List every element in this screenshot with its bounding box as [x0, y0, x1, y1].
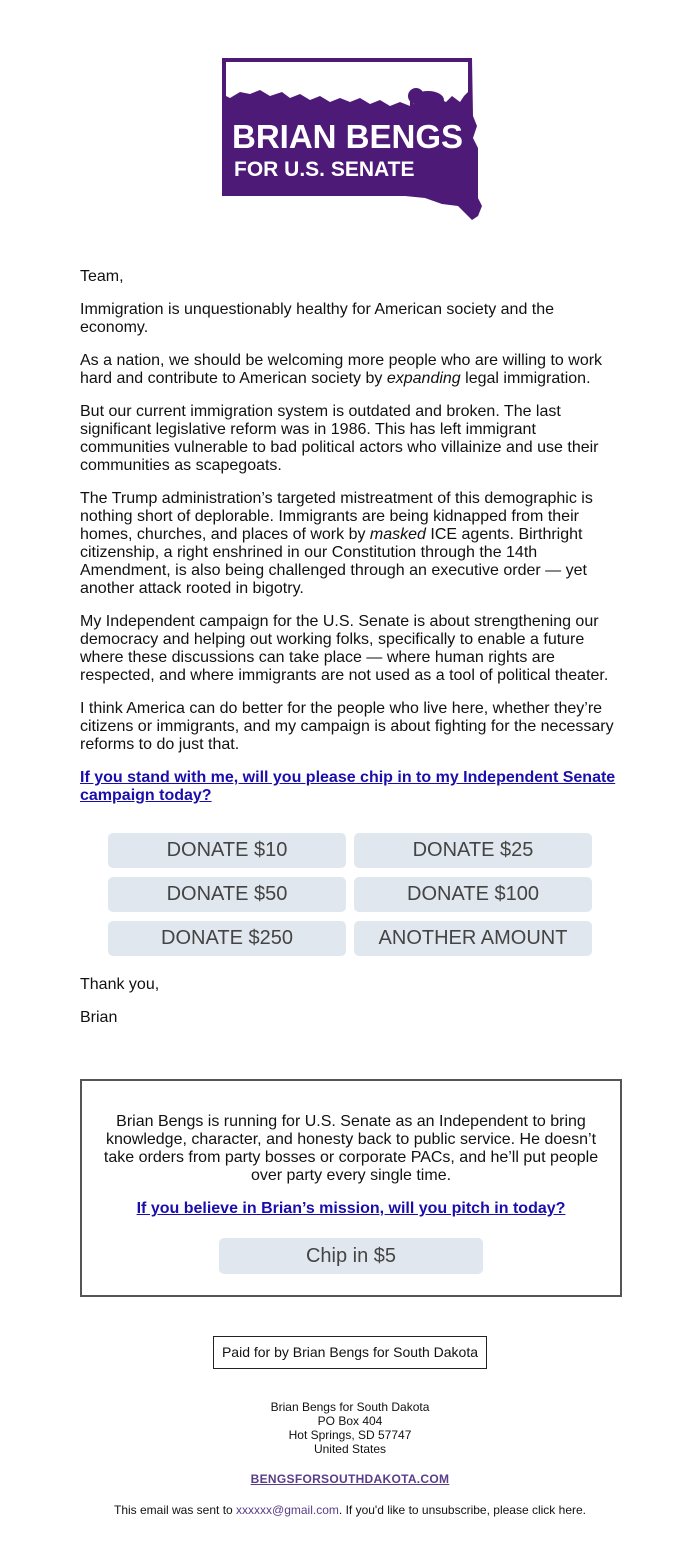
- letter-body: [80, 268, 620, 827]
- donate-50-button[interactable]: DONATE $50: [108, 877, 346, 912]
- paragraph-4: [80, 490, 620, 598]
- paragraph-1: Immigration is unquestionably healthy for American society and the economy.: [80, 301, 555, 336]
- paragraph-2: [80, 352, 620, 388]
- mission-box: [80, 1079, 622, 1297]
- donate-other-amount-button[interactable]: ANOTHER AMOUNT: [354, 921, 592, 956]
- donate-cta-link[interactable]: If you stand with me, will you please chip in to my Independent Senate campaign today?: [80, 769, 616, 804]
- p2-text-b: legal immigration.: [460, 370, 591, 387]
- p4-emphasis: masked: [369, 526, 426, 543]
- mission-text: Brian Bengs is running for U.S. Senate as an Independent to bring knowledge, character, and honesty back to public service. He doesn’t take orders from party bosses or corporate PACs, and he’ll put people over party every single time.: [103, 1113, 599, 1184]
- mailing-address: [0, 1400, 700, 1456]
- greeting: Team,: [80, 268, 124, 285]
- website-link[interactable]: BENGSFORSOUTHDAKOTA.COM: [250, 1472, 450, 1486]
- address-country: United States: [313, 1442, 387, 1456]
- chip-in-button[interactable]: Chip in $5: [219, 1238, 483, 1274]
- p2-text-a: As a nation, we should be welcoming more people who are willing to work hard and contribute to American society by: [80, 352, 603, 387]
- donate-25-button[interactable]: DONATE $25: [354, 833, 592, 868]
- p4-text-a: The Trump administration’s targeted mistreatment of this demographic is nothing short of deplorable. Immigrants are being kidnapped from their homes, churches, and places of work by: [80, 490, 593, 543]
- donate-10-button[interactable]: DONATE $10: [108, 833, 346, 868]
- campaign-logo: [220, 56, 482, 222]
- p4-text-b: ICE agents. Birthright citizenship, a right enshrined in our Constitution through the 14th Amendment, is also being challenged through an executive order — yet another attack rooted in bigotry.: [80, 526, 587, 597]
- donate-250-button[interactable]: DONATE $250: [108, 921, 346, 956]
- unsubscribe-text[interactable]: . If you'd like to unsubscribe, please click here.: [338, 1503, 586, 1517]
- logo-line1: BRIAN BENGS: [232, 118, 464, 155]
- signoff-thanks: Thank you,: [80, 976, 160, 993]
- signoff: [80, 976, 159, 1042]
- p2-emphasis: expanding: [386, 370, 461, 387]
- address-org: Brian Bengs for South Dakota: [270, 1400, 430, 1414]
- recipient-email: xxxxxx@gmail.com: [236, 1503, 339, 1517]
- logo-line2: FOR U.S. SENATE: [234, 158, 415, 181]
- footer: [0, 1503, 700, 1517]
- donate-100-button[interactable]: DONATE $100: [354, 877, 592, 912]
- paragraph-3: But our current immigration system is outdated and broken. The last significant legislative reform was in 1986. This has left immigrant communities vulnerable to bad political actors who villainize and use their communities as scapegoats.: [80, 403, 599, 474]
- paragraph-5: My Independent campaign for the U.S. Senate is about strengthening our democracy and helping out working folks, specifically to enable a future where these discussions can take place — where human rights are respected, and where immigrants are not used as a tool of political theater.: [80, 613, 609, 684]
- signoff-name: Brian: [80, 1009, 118, 1026]
- paid-for-disclaimer: Paid for by Brian Bengs for South Dakota: [213, 1336, 487, 1369]
- address-line2: Hot Springs, SD 57747: [288, 1428, 412, 1442]
- mission-link[interactable]: If you believe in Brian’s mission, will you pitch in today?: [136, 1200, 566, 1217]
- paragraph-6: I think America can do better for the people who live here, whether they’re citizens or immigrants, and my campaign is about fighting for the necessary reforms to do just that.: [80, 700, 614, 753]
- footer-prefix: This email was sent to: [113, 1503, 237, 1517]
- address-line1: PO Box 404: [317, 1414, 383, 1428]
